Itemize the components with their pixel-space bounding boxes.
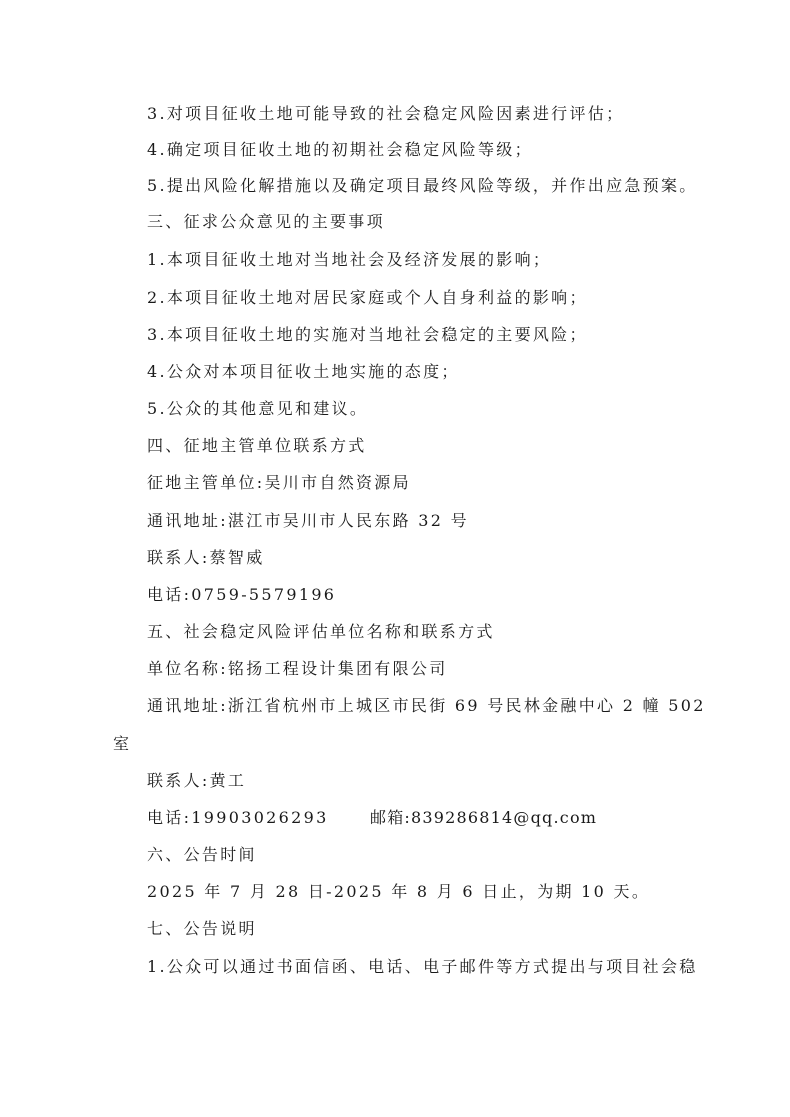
assessor-phone: 电话:19903026293	[147, 808, 329, 827]
evaluation-item-4: 4.确定项目征收土地的初期社会稳定风险等级；	[147, 140, 533, 159]
section-heading-6: 六、公告时间	[147, 845, 257, 864]
public-opinion-item-3: 3.本项目征收土地的实施对当地社会稳定的主要风险；	[147, 325, 588, 344]
assessor-email: 邮箱:839286814@qq.com	[370, 808, 598, 827]
assessor-unit: 单位名称:铭扬工程设计集团有限公司	[147, 659, 448, 678]
evaluation-item-3: 3.对项目征收土地可能导致的社会稳定风险因素进行评估；	[147, 104, 625, 123]
notice-period: 2025 年 7 月 28 日-2025 年 8 月 6 日止，为期 10 天。	[147, 882, 651, 901]
notice-item-1: 1.公众可以通过书面信函、电话、电子邮件等方式提出与项目社会稳	[147, 957, 698, 976]
authority-address: 通讯地址:湛江市吴川市人民东路 32 号	[147, 511, 469, 530]
section-heading-3: 三、征求公众意见的主要事项	[147, 212, 385, 231]
public-opinion-item-1: 1.本项目征收土地对当地社会及经济发展的影响；	[147, 250, 552, 269]
public-opinion-item-4: 4.公众对本项目征收土地实施的态度；	[147, 362, 460, 381]
section-heading-5: 五、社会稳定风险评估单位名称和联系方式	[147, 622, 495, 641]
authority-unit: 征地主管单位:吴川市自然资源局	[147, 473, 411, 492]
public-opinion-item-5: 5.公众的其他意见和建议。	[147, 399, 369, 418]
assessor-address: 通讯地址:浙江省杭州市上城区市民街 69 号民林金融中心 2 幢 502	[147, 696, 706, 715]
assessor-address-continued: 室	[113, 734, 132, 753]
evaluation-item-5: 5.提出风险化解措施以及确定项目最终风险等级，并作出应急预案。	[147, 176, 698, 195]
assessor-contact: 联系人:黄工	[147, 771, 247, 790]
section-heading-7: 七、公告说明	[147, 919, 257, 938]
public-opinion-item-2: 2.本项目征收土地对居民家庭或个人自身利益的影响；	[147, 288, 588, 307]
section-heading-4: 四、征地主管单位联系方式	[147, 436, 367, 455]
authority-contact: 联系人:蔡智威	[147, 548, 265, 567]
authority-phone: 电话:0759-5579196	[147, 585, 337, 604]
